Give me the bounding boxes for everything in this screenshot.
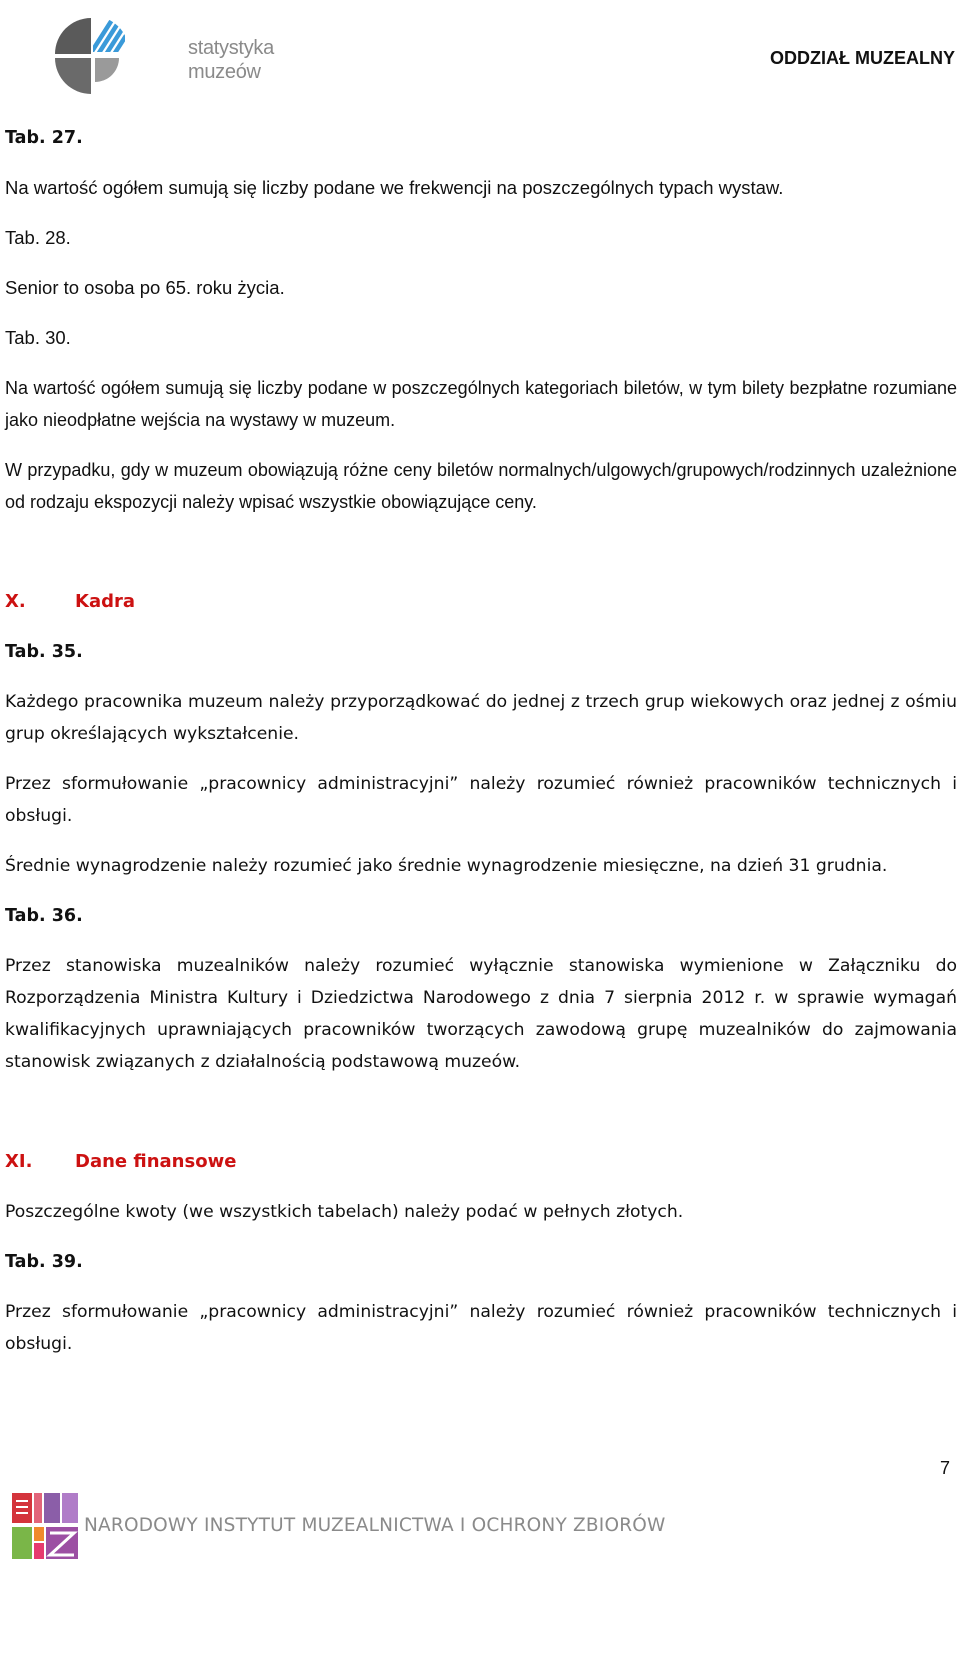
logo-line-2: muzeów: [188, 61, 261, 83]
statystyka-muzeow-logo: [55, 12, 274, 102]
nimoz-logo-icon: [12, 1493, 80, 1561]
tab-30-heading: Tab. 30.: [5, 327, 71, 348]
tab-27-heading: Tab. 27.: [5, 128, 83, 148]
institution-name: NARODOWY INSTYTUT MUZEALNICTWA I OCHRONY ZBIORÓW: [84, 1515, 666, 1536]
section-xi-text: Poszczególne kwoty (we wszystkich tabelach) należy podać w pełnych złotych.: [5, 1202, 684, 1222]
tab-30-text-2: W przypadku, gdy w muzeum obowiązują różne ceny biletów normalnych/ulgowych/grupowych/rodzinnych uzależnione od rodzaju ekspozycji należy wpisać wszystkie obowiązujące ceny.: [5, 460, 957, 512]
page-number: 7: [939, 1458, 950, 1478]
logo-line-1: statystyka: [188, 37, 274, 59]
tab-27-text: Na wartość ogółem sumują się liczby podane we frekwencji na poszczególnych typach wystaw.: [5, 177, 784, 198]
tab-35-text-1: Każdego pracownika muzeum należy przyporządkować do jednej z trzech grup wiekowych oraz jednej z ośmiu grup określających wykształcenie.: [5, 692, 957, 744]
section-xi-heading: [5, 1146, 957, 1178]
pie-chart-logo-icon: [55, 12, 125, 94]
section-x-heading: [5, 586, 957, 618]
tab-39-text: Przez sformułowanie „pracownicy administracyjni” należy rozumieć również pracowników technicznych i obsługi.: [5, 1302, 957, 1354]
tab-36-heading: Tab. 36.: [5, 906, 83, 926]
section-xi-title: Dane finansowe: [75, 1151, 237, 1172]
logo-text: [188, 36, 274, 84]
tab-36-text: Przez stanowiska muzealników należy rozumieć wyłącznie stanowiska wymienione w Załączniku do Rozporządzenia Ministra Kultury i Dziedzictwa Narodowego z dnia 7 sierpnia 2012 r. w sprawie wymagań kwalifikacyjnych uprawniających pracowników tworzących zawodową grupę muzealników do zajmowania stanowisk związanych z działalnością podstawową muzeów.: [5, 956, 957, 1072]
section-x-number: X.: [5, 591, 26, 612]
page-footer: [12, 1493, 952, 1563]
tab-35-text-3: Średnie wynagrodzenie należy rozumieć jako średnie wynagrodzenie miesięczne, na dzień 31 grudnia.: [5, 856, 888, 876]
section-xi-number: XI.: [5, 1151, 33, 1172]
tab-39-heading: Tab. 39.: [5, 1252, 83, 1272]
tab-30-text-1: Na wartość ogółem sumują się liczby podane w poszczególnych kategoriach biletów, w tym bilety bezpłatne rozumiane jako nieodpłatne wejścia na wystawy w muzeum.: [5, 378, 957, 430]
department-title: ODDZIAŁ MUZEALNY: [770, 48, 955, 68]
tab-28-text: Senior to osoba po 65. roku życia.: [5, 277, 285, 298]
tab-35-text-2: Przez sformułowanie „pracownicy administracyjni” należy rozumieć również pracowników technicznych i obsługi.: [5, 774, 957, 826]
document-body: [5, 122, 957, 1360]
section-x-title: Kadra: [75, 591, 136, 612]
tab-35-heading: Tab. 35.: [5, 642, 83, 662]
tab-28-heading: Tab. 28.: [5, 227, 71, 248]
page-header: [0, 0, 960, 110]
